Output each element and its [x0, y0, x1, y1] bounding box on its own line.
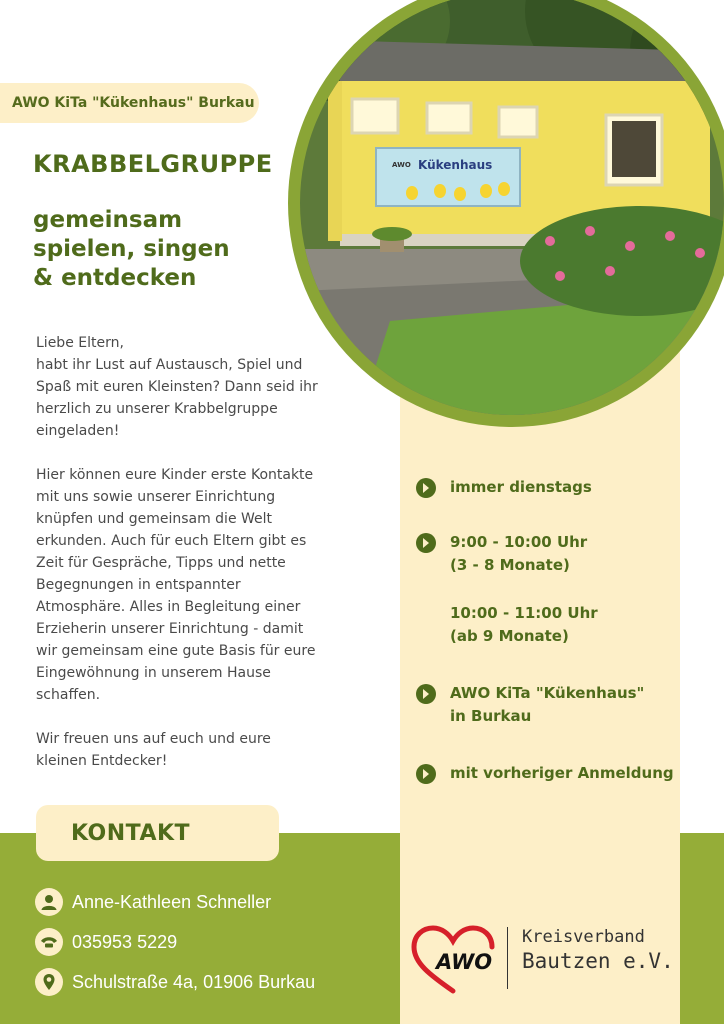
sign-text: Kükenhaus	[418, 158, 493, 172]
info-text-slot1	[450, 531, 676, 577]
contact-phone-row	[35, 927, 177, 957]
person-icon	[35, 888, 63, 916]
kreisverband-text	[522, 926, 674, 974]
kita-tag-label: AWO KiTa "Kükenhaus" Burkau	[12, 95, 255, 111]
place-line1: AWO KiTa "Kükenhaus"	[450, 684, 645, 702]
slot2-age: (ab 9 Monate)	[450, 627, 569, 645]
awo-heart-logo	[410, 925, 496, 995]
info-text-day	[450, 476, 676, 499]
contact-band-right	[680, 833, 724, 1024]
contact-address: Schulstraße 4a, 01906 Burkau	[72, 971, 316, 992]
contact-phone[interactable]: 035953 5229	[72, 931, 178, 952]
kita-tag	[0, 83, 259, 123]
awo-logo-text: AWO	[436, 950, 493, 974]
kita-photo-frame	[288, 0, 724, 427]
contact-address-row	[35, 967, 315, 997]
intro-text	[36, 332, 336, 794]
kita-photo	[300, 0, 724, 415]
contact-heading-box	[36, 805, 279, 861]
slot1-time: 9:00 - 10:00 Uhr	[450, 533, 588, 551]
page-subtitle	[33, 206, 293, 293]
paragraph-closing: Wir freuen uns auf euch und eure kleinen Entdecker!	[36, 731, 271, 769]
sign-logo-text: AWO	[392, 161, 411, 169]
day-label: immer dienstags	[450, 478, 592, 496]
contact-person	[35, 887, 271, 917]
subtitle-text: gemeinsam spielen, singen & entdecken	[33, 207, 230, 291]
page-title: KRABBELGRUPPE	[33, 150, 273, 178]
kreisverband-line2: Bautzen e.V.	[522, 949, 674, 973]
arrow-circle-icon	[416, 764, 436, 784]
paragraph-greeting: Liebe Eltern, habt ihr Lust auf Austausch, Spiel und Spaß mit euren Kleinsten? Dann seid ihr herzlich zu unserer Krabbelgruppe eingeladen!	[36, 335, 318, 439]
info-text-place	[450, 682, 676, 728]
contact-name: Anne-Kathleen Schneller	[72, 891, 272, 912]
kreisverband-line1: Kreisverband	[522, 927, 645, 947]
registration-label: mit vorheriger Anmeldung	[450, 764, 674, 782]
info-text-slot2	[450, 602, 676, 648]
slot1-age: (3 - 8 Monate)	[450, 556, 570, 574]
info-text-registration	[450, 762, 676, 785]
phone-icon	[35, 928, 63, 956]
contact-heading: KONTAKT	[71, 820, 191, 846]
place-line2: in Burkau	[450, 707, 532, 725]
arrow-circle-icon	[416, 533, 436, 553]
paragraph-description: Hier können eure Kinder erste Kontakte mit uns sowie unserer Einrichtung knüpfen und gemeinsam die Welt erkunden. Auch für euch Eltern gibt es Zeit für Gespräche, Tipps und nette Begegnungen in entspannter Atmosphäre. Alles in Begleitung einer Erzieherin unserer Einrichtung - damit wir gemeinsam eine gute Basis für eure Eingewöhnung in unserem Hause schaffen.	[36, 467, 316, 703]
arrow-circle-icon	[416, 478, 436, 498]
arrow-circle-icon	[416, 684, 436, 704]
logo-divider	[507, 927, 508, 989]
slot2-time: 10:00 - 11:00 Uhr	[450, 604, 598, 622]
location-pin-icon	[35, 968, 63, 996]
